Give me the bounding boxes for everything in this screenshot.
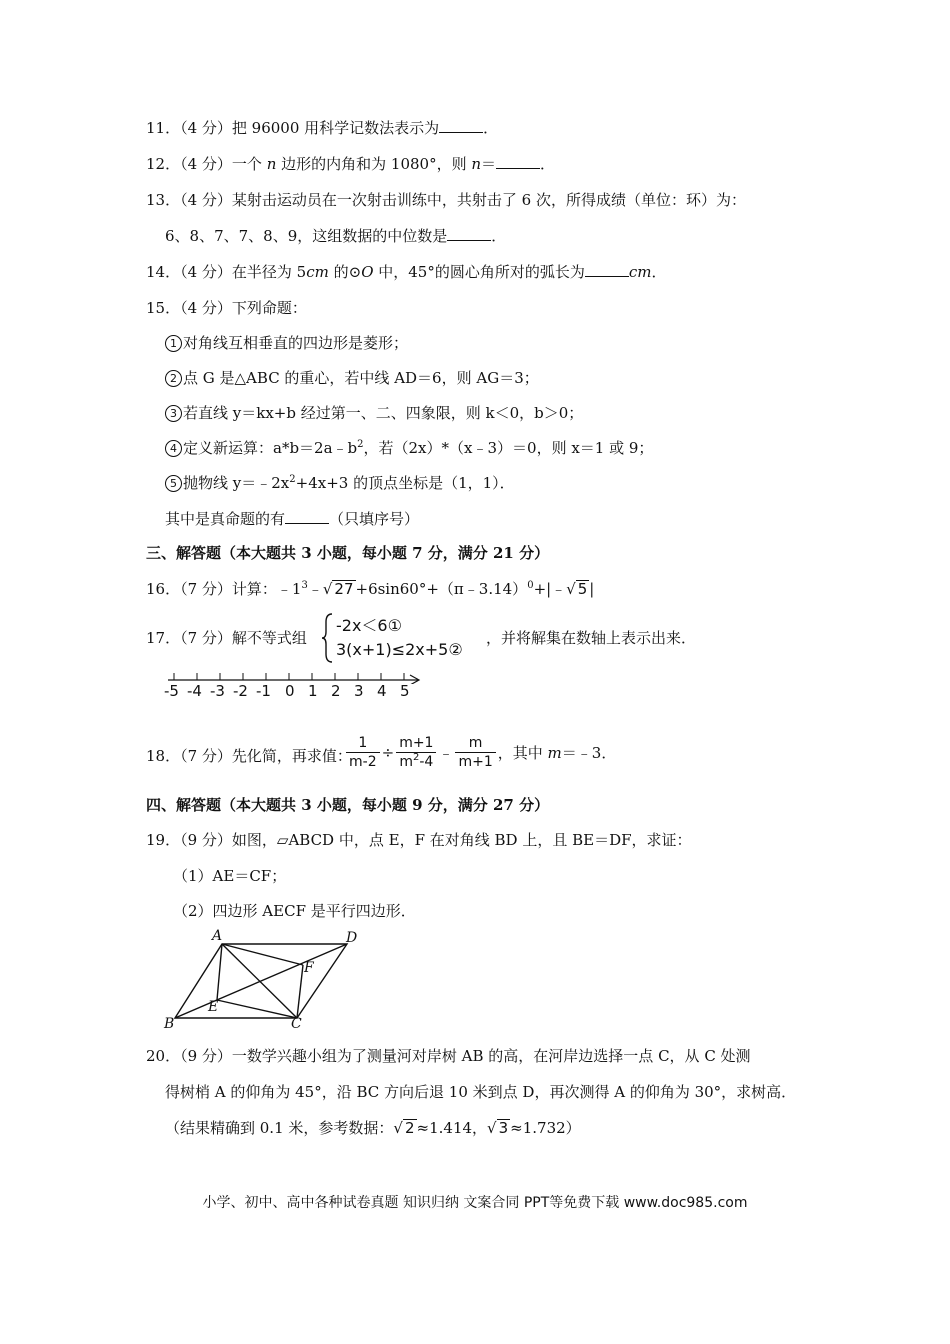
tick-label: 0 [285, 682, 295, 700]
fraction-3: $\frac{m}{m+1}$ [455, 734, 495, 771]
proposition-1: 1 对角线互相垂直的四边形是菱形； [165, 333, 408, 353]
question-12: 12．（4 分）一个 n 边形的内角和为 1080°，则 n＝ ． [146, 155, 556, 173]
inequality-system [322, 612, 462, 664]
tick-label: -3 [210, 682, 225, 700]
tick-label: 5 [400, 682, 410, 700]
tick-label: 2 [331, 682, 341, 700]
footer-text: 小学、初中、高中各种试卷真题 知识归纳 文案合同 PPT等免费下载 www.doc985.com [202, 1195, 748, 1211]
answer-blank [447, 226, 491, 241]
parallelogram-figure [160, 928, 370, 1038]
tick-label: -1 [256, 682, 271, 700]
question-20-line2: 得树梢 A 的仰角为 45°，沿 BC 方向后退 10 米到点 D，再次测得 A 的仰角为 30°，求树高． [165, 1083, 797, 1101]
answer-blank [585, 262, 629, 277]
question-14: 14．（4 分）在半径为 5cm 的⊙O 中，45°的圆心角所对的弧长为 cm． [146, 263, 667, 281]
question-20-line3: （结果精确到 0.1 米，参考数据：√ 2 ≈1.414，√ 3 ≈1.732） [165, 1119, 581, 1137]
tick-label: 3 [354, 682, 364, 700]
tick-label: 4 [377, 682, 387, 700]
answer-blank [496, 154, 540, 169]
proposition-5: 5 抛物线 $y=﹣2x^2+4x+3$ 的顶点坐标是（1，1）． [165, 473, 515, 493]
fraction-2: $\frac{m+1}{m^2-4}$ [396, 734, 436, 771]
section-3-heading: 三、解答题（本大题共 3 小题，每小题 7 分，满分 21 分） [146, 544, 550, 562]
tick-label: -5 [164, 682, 179, 700]
question-17-tail: ，并将解集在数轴上表示出来． [486, 629, 697, 647]
proposition-2: 2 点 G 是△ABC 的重心，若中线 AD＝6，则 AG＝3； [165, 368, 539, 388]
parallelogram-diagram [160, 928, 370, 1038]
question-13-line2: 6、8、7、7、8、9，这组数据的中位数是 ． [165, 227, 507, 245]
label-C: C [291, 1016, 302, 1032]
brace-icon [322, 612, 334, 664]
proposition-3: 3 若直线 y＝kx+b 经过第一、二、四象限，则 k＜0，b＞0； [165, 403, 583, 423]
question-15: 15．（4 分）下列命题： [146, 299, 307, 317]
number-line [166, 668, 426, 704]
label-E: E [208, 999, 219, 1015]
question-15-tail: 其中是真命题的有 （只填序号） [165, 510, 420, 528]
inequality-2: 3(x+1)≤2x+5② [336, 640, 463, 659]
question-18: 18．（7 分）先化简，再求值： [146, 747, 352, 765]
section-4-heading: 四、解答题（本大题共 3 小题，每小题 9 分，满分 27 分） [146, 796, 550, 814]
label-D: D [346, 930, 358, 946]
inequality-1: -2x＜6① [336, 616, 402, 635]
fraction-1: $\frac{1}{m-2}$ [346, 734, 380, 771]
question-19: 19．（9 分）如图，▱ABCD 中，点 E，F 在对角线 BD 上，且 BE＝DF，求证： [146, 831, 692, 849]
question-20: 20．（9 分）一数学兴趣小组为了测量河对岸树 AB 的高，在河岸边选择一点 C，从 C 处测 [146, 1047, 751, 1065]
label-F: F [304, 960, 314, 976]
answer-blank [285, 509, 329, 524]
proposition-4: 4 定义新运算：$a*b=2a﹣b^2$，若（2x）*（x﹣3）＝0，则 x＝1 或 9； [165, 438, 653, 458]
question-19-part2: （2）四边形 AECF 是平行四边形． [173, 902, 416, 920]
question-17: 17．（7 分）解不等式组 [146, 629, 307, 647]
question-16: 16．（7 分）计算：$﹣1^3﹣√$ 27 +6sin60°+（π﹣3.14）$^0$+|﹣√ 5 | [146, 580, 595, 598]
question-19-part1: （1）AE＝CF； [173, 867, 287, 885]
answer-blank [439, 118, 483, 133]
question-13: 13．（4 分）某射击运动员在一次射击训练中，共射击了 6 次，所得成绩（单位：环）为： [146, 191, 746, 209]
question-11: 11．（4 分）把 96000 用科学记数法表示为 ． [146, 119, 499, 137]
label-A: A [212, 928, 223, 944]
tick-label: 1 [308, 682, 318, 700]
tick-label: -2 [233, 682, 248, 700]
tick-labels [166, 682, 426, 702]
q18-expression: $\frac{1}{m-2}$ ÷ $\frac{m+1}{m^2-4}$ ﹣ $\frac{m}{m+1}$ ，其中 m＝﹣3． [344, 734, 616, 771]
label-B: B [164, 1016, 175, 1032]
tick-label: -4 [187, 682, 202, 700]
